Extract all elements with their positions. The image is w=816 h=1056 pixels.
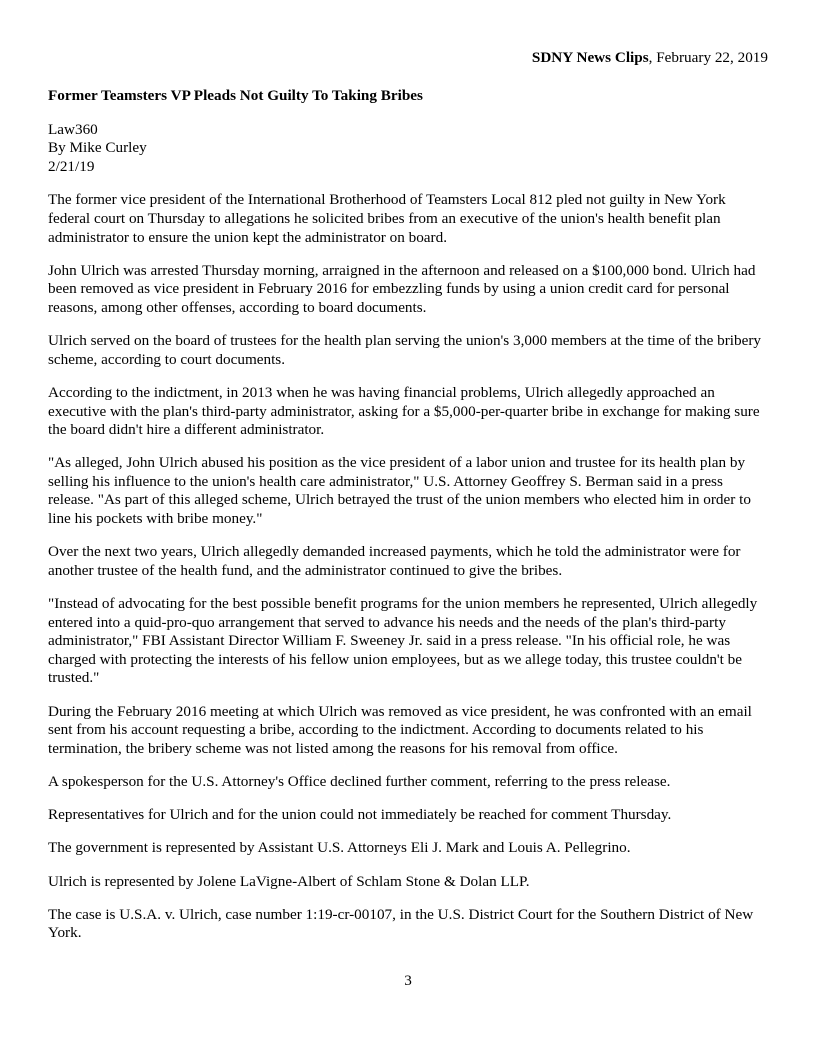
page-number: 3	[404, 972, 412, 989]
article-paragraph: "Instead of advocating for the best possible benefit programs for the union members he represented, Ulrich allegedly entered into a quid-pro-quo arrangement that served to advance his needs and the needs of the plan's third-party administrator," FBI Assistant Director William F. Sweeney Jr. said in a press release. "In his official role, he was charged with protecting the interests of his fellow union employees, but as we allege today, this trustee couldn't be trusted."	[48, 595, 758, 687]
article-paragraph: Over the next two years, Ulrich allegedly demanded increased payments, which he told the administrator were for another trustee of the health fund, and the administrator continued to give the bribes.	[48, 543, 741, 579]
article-paragraph: The government is represented by Assistant U.S. Attorneys Eli J. Mark and Louis A. Pellegrino.	[48, 839, 631, 857]
article-date: 2/21/19	[48, 157, 95, 175]
article-meta	[48, 121, 770, 177]
article-paragraph: During the February 2016 meeting at which Ulrich was removed as vice president, he was confronted with an email sent from his account requesting a bribe, according to the indictment. According to documents related to his termination, the bribery scheme was not listed among the reasons for his removal from office.	[48, 702, 752, 757]
article-title: Former Teamsters VP Pleads Not Guilty To Taking Bribes	[48, 87, 423, 104]
article-paragraph: According to the indictment, in 2013 when he was having financial problems, Ulrich allegedly approached an executive with the plan's third-party administrator, asking for a $5,000-per-quarter bribe in exchange for making sure the board didn't hire a different administrator.	[48, 383, 760, 439]
article-body	[48, 191, 770, 943]
article-paragraph: John Ulrich was arrested Thursday morning, arraigned in the afternoon and released on a $100,000 bond. Ulrich had been removed as vice president in February 2016 for embezzling funds by using a union credit card for personal reasons, among other offenses, according to board documents.	[48, 261, 756, 316]
article-byline: By Mike Curley	[48, 139, 147, 157]
article	[48, 87, 770, 958]
article-source: Law360	[48, 120, 98, 138]
article-paragraph: Representatives for Ulrich and for the union could not immediately be reached for comment Thursday.	[48, 806, 672, 824]
article-paragraph: Ulrich is represented by Jolene LaVigne-Albert of Schlam Stone & Dolan LLP.	[48, 872, 530, 890]
page-header	[532, 49, 768, 68]
article-paragraph: The case is U.S.A. v. Ulrich, case number 1:19-cr-00107, in the U.S. District Court for the Southern District of New York.	[48, 905, 754, 942]
article-paragraph: "As alleged, John Ulrich abused his position as the vice president of a labor union and trustee for its health plan by selling his influence to the union's health care administrator," U.S. Attorney Geoffrey S. Berman said in a press release. "As part of this alleged scheme, Ulrich betrayed the trust of the union members who elected him in order to line his pockets with bribe money."	[48, 454, 751, 528]
header-date: , February 22, 2019	[648, 49, 768, 66]
article-paragraph: The former vice president of the International Brotherhood of Teamsters Local 812 pled not guilty in New York federal court on Thursday to allegations he solicited bribes from an executive of the union's health benefit plan administrator to ensure the union kept the administrator on board.	[48, 191, 726, 246]
article-paragraph: Ulrich served on the board of trustees for the health plan serving the union's 3,000 members at the time of the bribery scheme, according to court documents.	[48, 332, 761, 368]
publication-name: SDNY News Clips	[531, 49, 649, 66]
article-paragraph: A spokesperson for the U.S. Attorney's Office declined further comment, referring to the press release.	[48, 772, 671, 790]
